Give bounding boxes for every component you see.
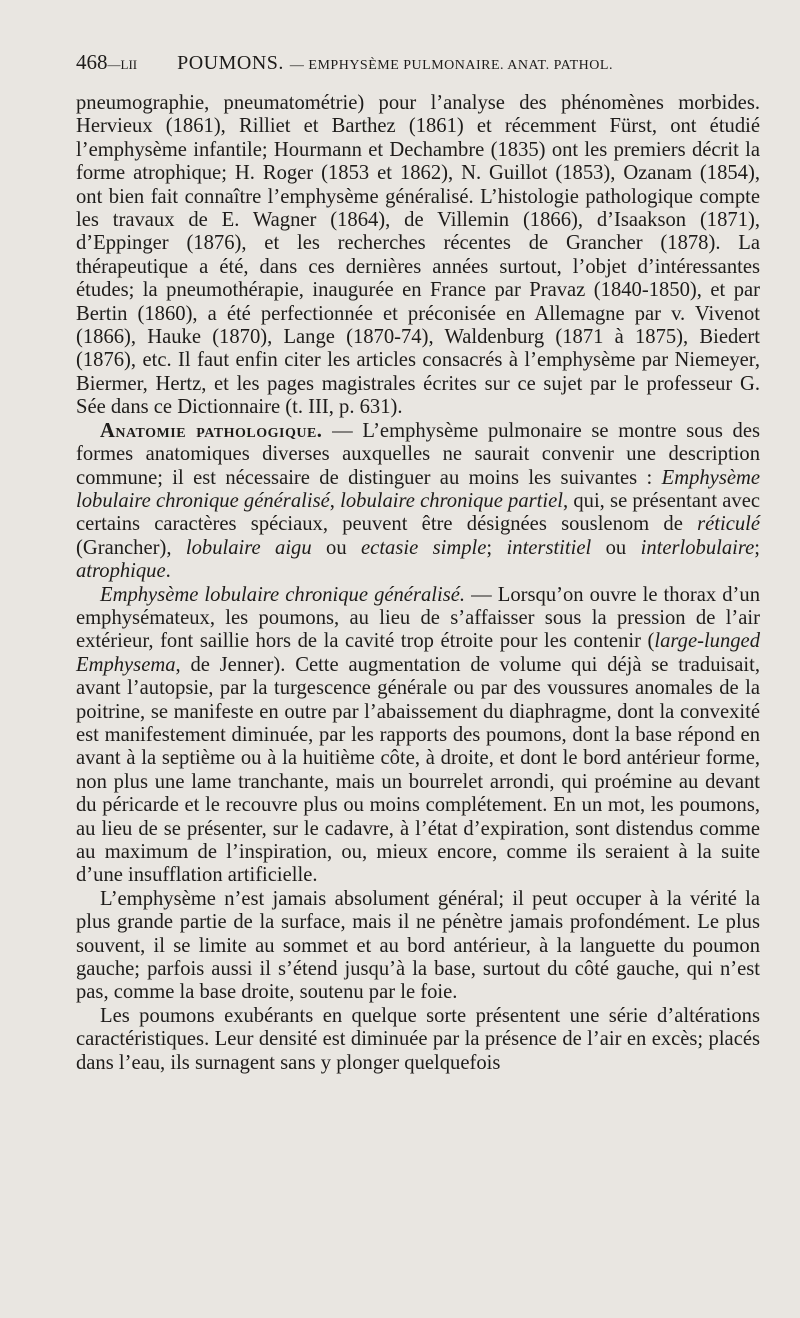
- running-header: [76, 48, 760, 80]
- paragraph-5: Les poumons exubérants en quelque sorte présentent une série d’altérations caractéristiques. Leur densité est diminuée par la présence de l’air en excès; placés dans l’eau, ils surnagent sans y plonger quelquefois: [76, 1004, 760, 1074]
- paragraph-2: Anatomie pathologique. — L’emphysème pulmonaire se montre sous des formes anatomiques diverses auxquelles ne saurait convenir une description commune; il est nécessaire de distinguer au moins les suivantes : Emphysème lobulaire chronique généralisé, lobulaire chronique partiel, qui, se présentant avec certains caractères spéciaux, peuvent être désignées souslenom de réticulé (Grancher), lobulaire aigu ou ectasie simple; interstitiel ou interlobulaire; atrophique.: [76, 419, 761, 583]
- part-number: —LII: [107, 57, 138, 72]
- body-text: [76, 92, 760, 1075]
- header-subtitle: — EMPHYSÈME PULMONAIRE. ANAT. PATHOL.: [289, 58, 613, 73]
- subsection-heading: Emphysème lobulaire chronique généralisé.: [100, 583, 466, 606]
- header-title: POUMONS.: [177, 52, 284, 74]
- page-number: 468: [76, 50, 108, 74]
- paragraph-1: pneumographie, pneumatométrie) pour l’analyse des phénomènes morbides. Hervieux (1861), Rilliet et Barthez (1861) et récemment Fürst, ont étudié l’emphysème infantile; Hourmann et Dechambre (1835) ont les premiers décrit la forme atrophique; H. Roger (1853 et 1862), N. Guillot (1853), Ozanam (1854), ont bien fait connaître l’emphysème généralisé. L’histologie pathologique compte les travaux de E. Wagner (1864), de Villemin (1866), d’Isaakson (1871), d’Eppinger (1876), et les recherches récentes de Grancher (1878). La thérapeutique a été, dans ces dernières années surtout, l’objet d’intéressantes études; la pneumothérapie, inaugurée en France par Pravaz (1840-1850), et par Bertin (1860), a été perfectionnée et préconisée en Allemagne par v. Vivenot (1866), Hauke (1870), Lange (1870-74), Waldenburg (1871 à 1875), Biedert (1876), etc. Il faut enfin citer les articles consacrés à l’emphysème par Niemeyer, Biermer, Hertz, et les pages magistrales écrites sur ce sujet par le professeur G. Sée dans ce Dictionnaire (t. III, p. 631).: [76, 92, 760, 419]
- section-heading-anatomie: Anatomie pathologique.: [100, 419, 323, 442]
- paragraph-3: Emphysème lobulaire chronique généralisé. — Lorsqu’on ouvre le thorax d’un emphysémateux, les poumons, au lieu de s’affaisser sous la pression de l’air extérieur, font saillie hors de la cavité trop étroite pour les contenir (large-lunged Emphysema, de Jenner). Cette augmentation de volume qui déjà se traduisait, avant l’autopsie, par la turgescence générale ou par des voussures anomales de la poitrine, se manifeste en outre par l’abaissement du diaphragme, dont la convexité est manifestement diminuée, par les rapports des poumons, dont la base répond en avant à la septième ou à la huitième côte, à droite, et dont le bord antérieur forme, non plus une lame tranchante, mais un bourrelet arrondi, qui proémine au devant du péricarde et le recouvre plus ou moins complétement. En un mot, les poumons, au lieu de se présenter, sur le cadavre, à l’état d’expiration, sont distendus comme au maximum de l’inspiration, ou, mieux encore, comme ils seraient à la suite d’une insufflation artificielle.: [76, 583, 760, 887]
- paragraph-4: L’emphysème n’est jamais absolument général; il peut occuper à la vérité la plus grande partie de la surface, mais il ne pénètre jamais profondément. Le plus souvent, il se limite au sommet et au bord antérieur, à la languette du poumon gauche; parfois aussi il s’étend jusqu’à la base, surtout du côté gauche, qui n’est pas, comme la base droite, soutenu par le foie.: [76, 887, 760, 1004]
